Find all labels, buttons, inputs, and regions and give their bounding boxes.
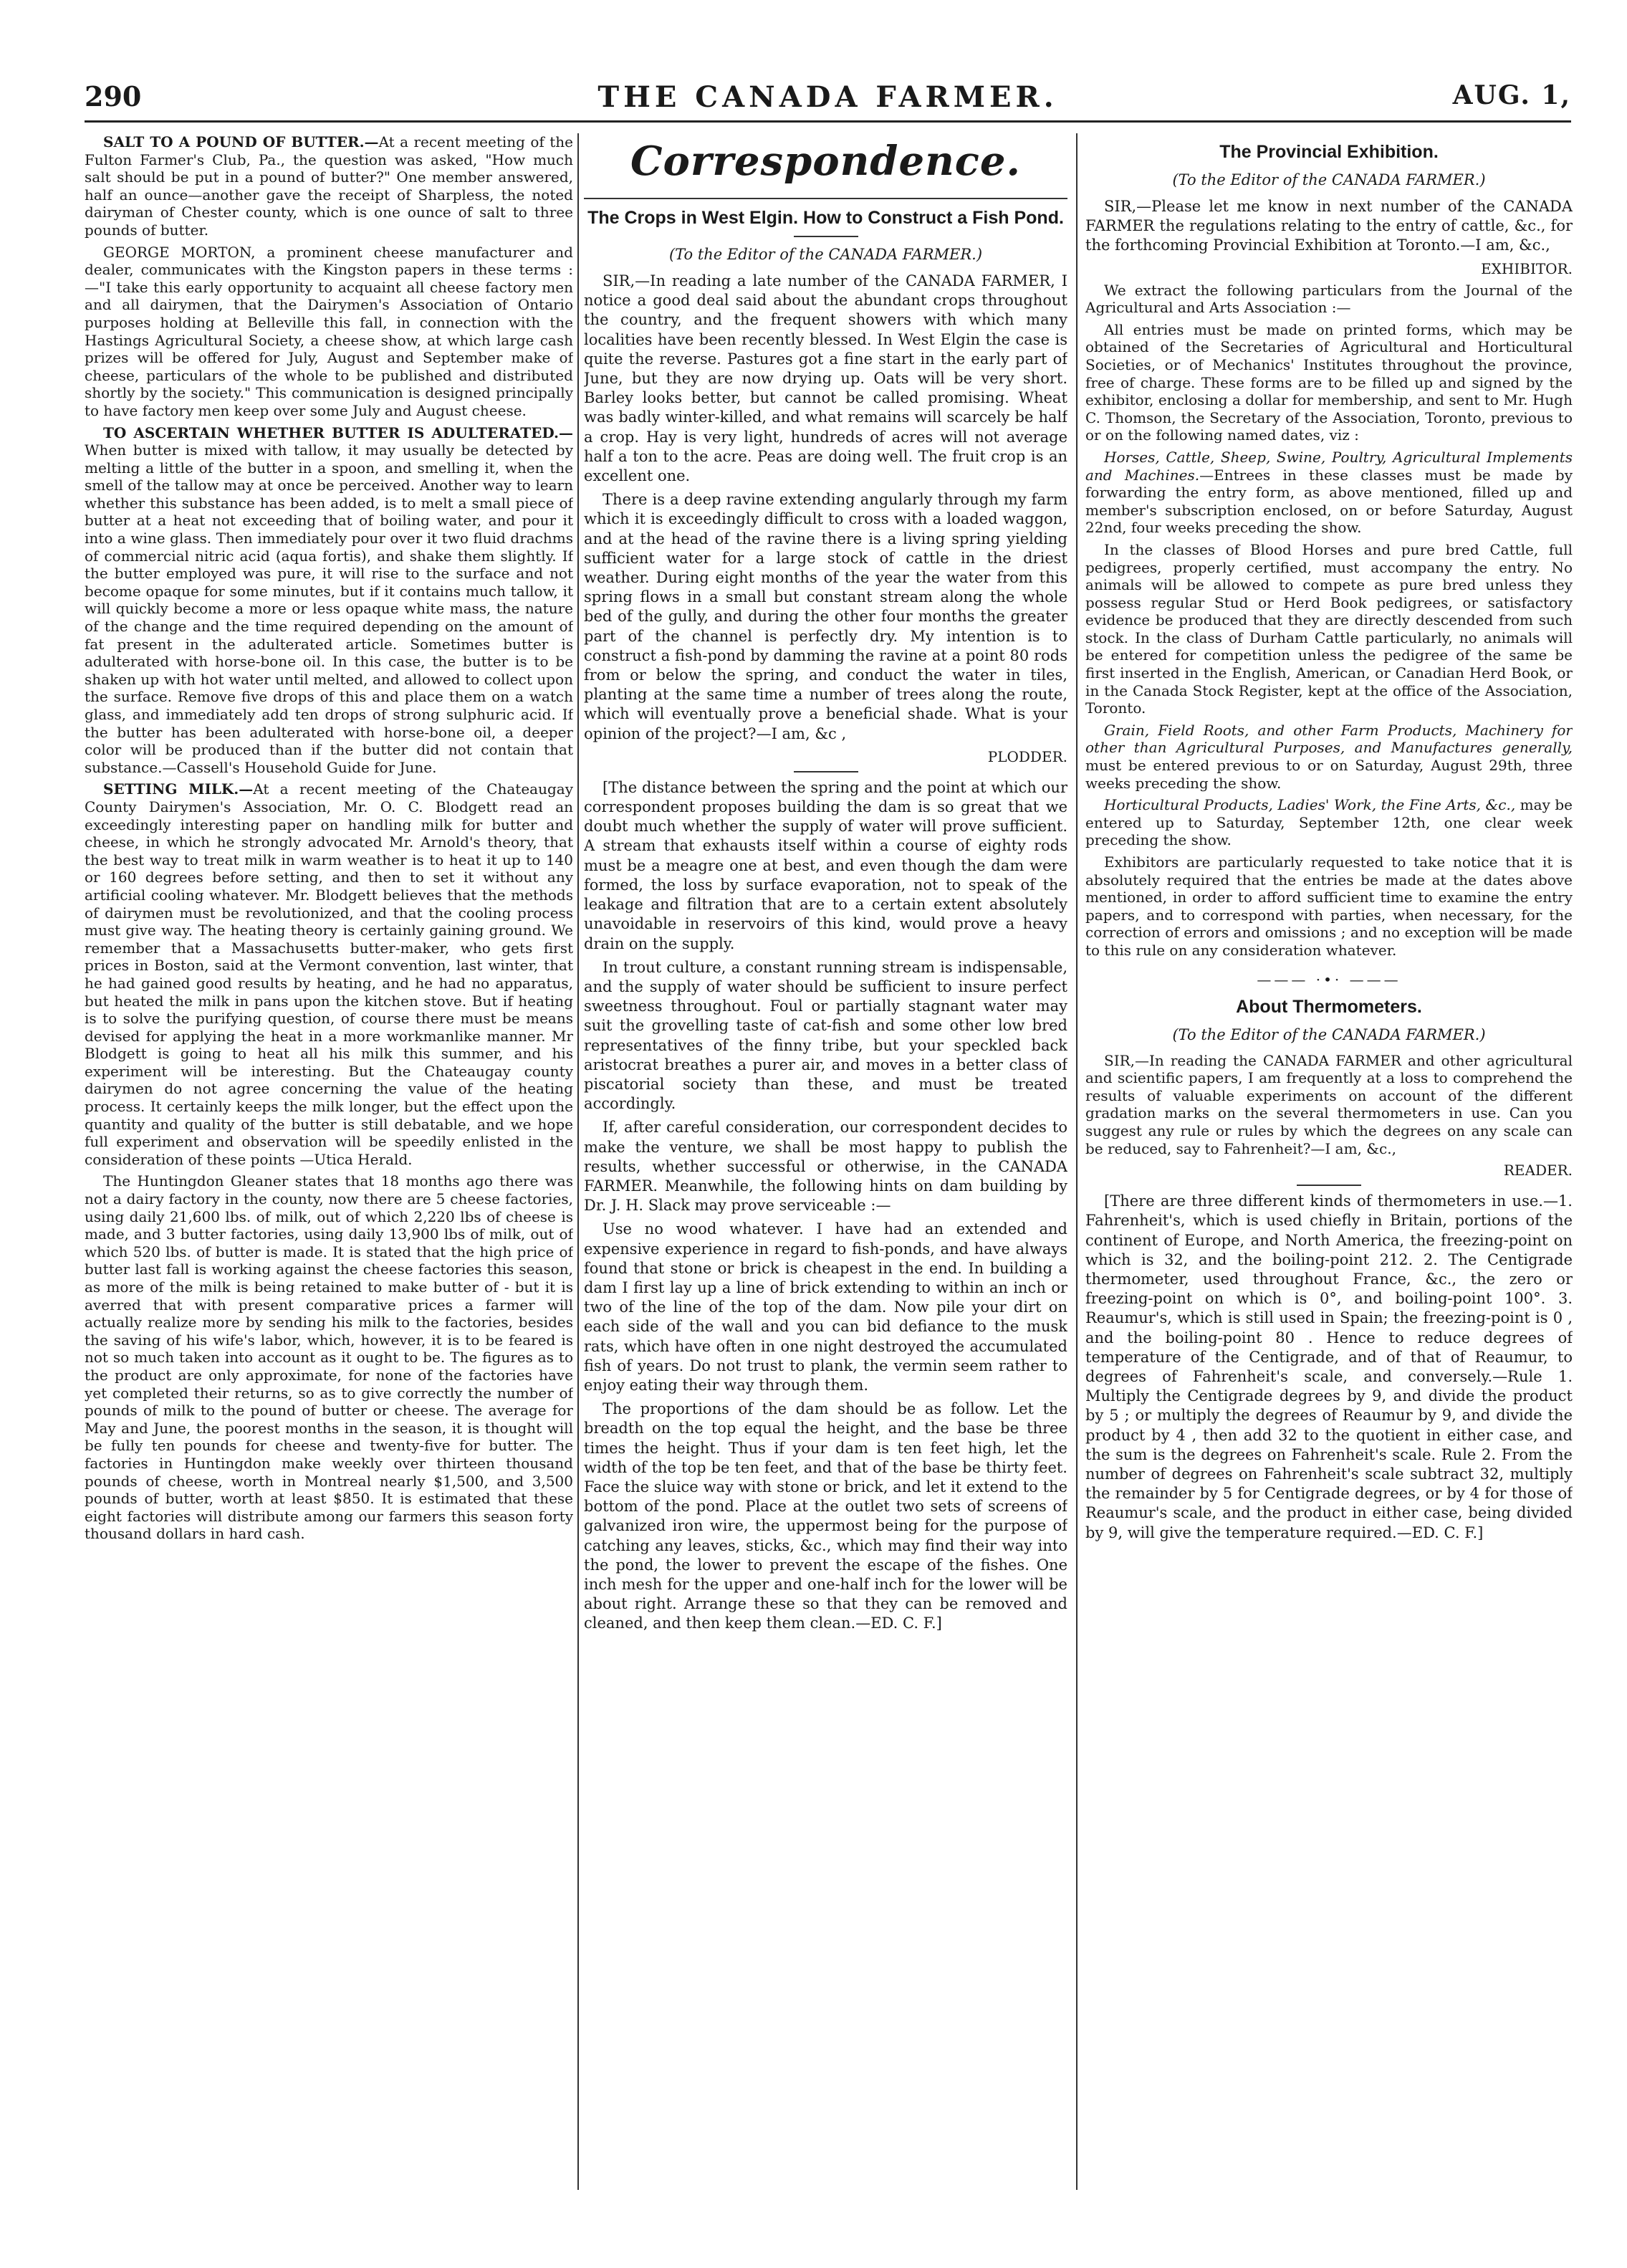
paragraph: The proportions of the dam should be as follow. Let the breadth on the top equal the height, and the base be three times the height. Thus if your dam is ten feet high, let the width of the top be ten feet, and that of the base be thirty feet. Face the sluice way with stone or brick, and let it extend to the bottom of the pond. Place at the outlet two sets of screens of galvanized iron wire, the uppermost being for the purpose of catching any leaves, sticks, &c., which may find their way into the pond, the lower to prevent the escape of the fishes. One inch mesh for the upper and one-half inch for the lower will be about right. Arrange these so that they can be removed and cleaned, and then keep them clean.—ED. C. F.] — [584, 1400, 1067, 1632]
article-title: About Thermometers. — [1236, 996, 1422, 1017]
ornament-divider: ——— ·•· ——— — [1257, 970, 1401, 988]
article-salt: SALT TO A POUND OF BUTTER.—At a recent meeting of the Fulton Farmer's Club, Pa., the question was asked, "How much salt should be put in a pound of butter?" One member answered, half an ounce—another gave the receipt of Sharpless, the noted dairyman of Chester county, which is one ounce of salt to three pounds of butter. — [85, 133, 573, 239]
section-title: Correspondence. — [630, 138, 1022, 185]
article-title: The Provincial Exhibition. — [1219, 142, 1439, 162]
paragraph: In trout culture, a constant running stream is indispensable, and the supply of water should be sufficient to insure perfect sweetness throughout. Foul or partially stagnant water may suit the grovelling taste of cat-fish and some other low bred representatives of the finny tribe, but your speckled back aristocrat breathes a purer air, and moves in a better class of piscatorial society than these, and must be treated accordingly. — [584, 958, 1067, 1113]
article-setting-milk: SETTING MILK.—At a recent meeting of the Chateaugay County Dairymen's Association, Mr. O. C. Blodgett read an exceedingly interesting paper on handling milk for butter and cheese, in which he strongly advocated Mr. Arnold's theory, that the best way to treat milk in warm weather is to heat it up to 140 or 160 degrees before setting, and then to set it without any artificial cooling whatever. Mr. Blodgett believes that the methods of dairymen must be revolutionized, and that the cooling process must give way. The heating theory is certainly gaining ground. We remember that a Massachusetts butter-maker, who gets first prices in Boston, said at the Vermont convention, last winter, that he had gained good results by heating, and he had no apparatus, but heated the milk in pans upon the kitchen stove. But if heating is to solve the purifying question, of course there must be means devised for applying the heat in a more workmanlike manner. Mr Blodgett is going to heat all his milk this summer, and his experiment will be interesting. But the Chateaugay county dairymen do not agree concerning the value of the heating process. It certainly keeps the milk longer, but the effect upon the quantity and quality of the butter is still debatable, and we hope full experiment and observation will be speedily enlisted in the consideration of these points —Utica Herald. — [85, 780, 573, 1168]
paragraph: [The distance between the spring and the point at which our correspondent proposes building the dam is so great that we doubt much whether the supply of water will prove sufficient. A stream that exhausts itself within a course of eighty rods must be a meagre one at best, and even though the dam were formed, the loss by surface evaporation, not to speak of the leakage and filtration that are to a certain extent absolutely unavoidable in reservoirs of this kind, would prove a heavy drain on the supply. — [584, 778, 1067, 952]
page-header — [85, 80, 1571, 118]
signature: EXHIBITOR. — [1481, 259, 1573, 277]
paragraph: SIR,—Please let me know in next number of the CANADA FARMER the regulations relating to the entry of cattle, &c., for the forthcoming Provincial Exhibition at Toronto.—I am, &c., — [1085, 198, 1573, 254]
editor-line: (To the Editor of the CANADA FARMER.) — [1172, 171, 1486, 188]
signature: READER. — [1503, 1162, 1573, 1180]
article-morton: GEORGE MORTON, a prominent cheese manufacturer and dealer, communicates with the Kingston papers in these terms :—"I take this early opportunity to acquaint all cheese factory men and all dairymen, that the Dairymen's Association of Ontario purposes holding at Belleville this fall, in connection with the Hastings Agricultural Society, a cheese show, at which large cash prizes will be offered for July, August and September make of cheese, particulars of the whole to be published and distributed shortly by the society." This communication is designed principally to have factory men keep over some July and August cheese. — [85, 243, 573, 419]
rule — [794, 771, 858, 772]
paragraph: There is a deep ravine extending angularly through my farm which it is exceedingly difficult to cross with a loaded waggon, and at the head of the ravine there is a living spring yielding sufficient water for a large stock of cattle in the driest weather. During eight months of the year the water from this spring flows in a small but constant stream along the whole bed of the gully, and during the other four months the greater part of the channel is perfectly dry. My intention is to construct a fish-pond by damming the ravine at a point 80 rods from or below the spring, and conduct the water in tiles, planting at the same time a number of trees along the route, which will eventually prove a beneficial shade. What is your opinion of the project?—I am, &c , — [584, 491, 1067, 742]
paragraph: Exhibitors are particularly requested to take notice that it is absolutely required that the entries be made at the dates above mentioned, in order to afford sufficient time to examine the entry papers, and to correspond with parties, when necessary, for the correction of errors and omissions ; and no exception will be made to this rule on any consideration whatever. — [1085, 853, 1573, 959]
paragraph: All entries must be made on printed forms, which may be obtained of the Secretaries of Agricultural and Horticultural Societies, or of Mechanics' Institutes throughout the province, free of charge. These forms are to be filled up and signed by the exhibitor, enclosing a dollar for membership, and sent to Mr. Hugh C. Thomson, the Secretary of the Association, Toronto, previous to or on the following named dates, viz : — [1085, 320, 1573, 444]
column-2 — [584, 133, 1067, 2190]
header-rule — [85, 120, 1571, 123]
rule — [584, 198, 1067, 199]
issue-date: AUG. 1, — [1452, 80, 1571, 110]
editor-line: (To the Editor of the CANADA FARMER.) — [668, 246, 983, 263]
paragraph: [There are three different kinds of thermometers in use.—1. Fahrenheit's, which is used chiefly in Britain, portions of the continent of Europe, and North America, the freezing-point on which is 32, and the boiling-point 212. 2. The Centigrade thermometer, used throughout France, &c., the zero or freezing-point on which is 0°, and boiling-point 100°. 3. Reaumur's, which is still used in Spain; the freezing-point is 0 , and the boiling-point 80 . Hence to reduce degrees of temperature of the Centigrade, and of that of Reaumur, to degrees of Fahrenheit's scale, and conversely.—Rule 1. Multiply the Centigrade degrees by 9, and divide the product by 5 ; or multiply the degrees of Reaumur by 9, and divide the product by 4 , then add 32 to the quotient in either case, and the sum is the degrees on Fahrenheit's scale. Rule 2. From the number of degrees on Fahrenheit's scale subtract 32, multiply the remainder by 5 for Centigrade degrees, or by 4 for those of Reaumur's scale, and the product in either case, being divided by 9, will give the temperature required.—ED. C. F.] — [1085, 1192, 1573, 1541]
rule — [1297, 1185, 1361, 1186]
signature: PLODDER. — [987, 747, 1067, 765]
paragraph: Use no wood whatever. I have had an extended and expensive experience in regard to fish-ponds, and have always found that stone or brick is cheapest in the end. In building a dam I first lay up a line of brick extending to within an inch or two of the line of the top of the dam. Now pile your dirt on each side of the wall and you can bid defiance to the musk rats, which have often in one night destroyed the accumulated fish of years. Do not trust to plank, the vermin seem rather to enjoy eating their way through them. — [584, 1220, 1067, 1394]
editor-line: (To the Editor of the CANADA FARMER.) — [1172, 1025, 1486, 1043]
paragraph: Grain, Field Roots, and other Farm Products, Machinery for other than Agricultural Purposes, and Manufactures generally, must be entered previous to or on Saturday, August 29th, three weeks preceding the show. — [1085, 721, 1573, 792]
paragraph: If, after careful consideration, our correspondent decides to make the venture, we shall be most happy to publish the results, whether successful or otherwise, in the CANADA FARMER. Meanwhile, the following hints on dam building by Dr. J. H. Slack may prove serviceable :— — [584, 1119, 1067, 1215]
column-divider — [577, 133, 579, 2190]
column-divider — [1076, 133, 1078, 2190]
article-adulterated: TO ASCERTAIN WHETHER BUTTER IS ADULTERATED.—When butter is mixed with tallow, it may usually be detected by melting a little of the butter in a spoon, and smelling it, when the smell of the tallow may at once be perceived. Another way to learn whether this substance has been added, is to melt a small piece of butter at a heat not exceeding that of boiling water, and pour it into a wine glass. Then immediately pour over it two fluid drachms of commercial nitric acid (aqua fortis), and shake them slightly. If the butter employed was pure, it will rise to the surface and not become opaque for some minutes, but if it contains much tallow, it will quickly become a more or less opaque white mass, the nature of the change and the time required depending on the amount of fat present in the adulterated article. Sometimes butter is adulterated with horse-bone oil. In this case, the butter is to be shaken up with hot water until melted, and allowed to collect upon the surface. Remove five drops of this and place them on a watch glass, and immediately add ten drops of strong sulphuric acid. If the butter has been adulterated with horse-bone oil, a deeper color will be produced than if the butter did not contain that substance.—Cassell's Household Guide for June. — [85, 424, 573, 776]
column-1 — [85, 133, 573, 2190]
column-3 — [1085, 133, 1573, 2190]
paragraph: In the classes of Blood Horses and pure bred Cattle, full pedigrees, properly certified, must accompany the entry. No animals will be allowed to compete as pure bred unless they possess regular Stud or Herd Book pedigrees, or satisfactory evidence be produced that they are directly descended from such stock. In the class of Durham Cattle particularly, no animals will be entered for competition unless the pedigree of the same be first inserted in the English, American, or Canadian Herd Book, or in the Canada Stock Register, kept at the office of the Association, Toronto. — [1085, 540, 1573, 717]
paragraph: SIR,—In reading a late number of the CANADA FARMER, I notice a good deal said about the abundant crops throughout the country, and the frequent showers with which many localities have been recently blessed. In West Elgin the case is quite the reverse. Pastures got a fine start in the early part of June, but they are now drying up. Oats will be very short. Barley looks better, but cannot be called promising. Wheat was badly winter-killed, and what remains will scarcely be half a crop. Hay is very light, hundreds of acres will not average half a ton to the acre. Peas are doing well. The fruit crop is an excellent one. — [584, 272, 1067, 485]
paragraph: Horticultural Products, Ladies' Work, the Fine Arts, &c., may be entered up to Saturday, September 12th, one clear week preceding the show. — [1085, 796, 1573, 849]
paragraph: We extract the following particulars from the Journal of the Agricultural and Arts Association :— — [1085, 281, 1573, 317]
article-title: The Crops in West Elgin. How to Construct a Fish Pond. — [587, 208, 1064, 228]
paragraph: Horses, Cattle, Sheep, Swine, Poultry, Agricultural Implements and Machines.—Entrees in these classes must be made by forwarding the entry form, as above mentioned, filled up and member's subscription enclosed, on or before Saturday, August 22nd, four weeks preceding the show. — [1085, 448, 1573, 537]
paragraph: SIR,—In reading the CANADA FARMER and other agricultural and scientific papers, I am frequently at a loss to comprehend the results of valuable experiments on account of the different gradation marks on the several thermometers in use. Can you suggest any rule or rules by which the degrees on any scale can be reduced, say to Fahrenheit?—I am, &c., — [1085, 1051, 1573, 1157]
newspaper-title: THE CANADA FARMER. — [597, 80, 1058, 114]
page-number: 290 — [85, 80, 142, 113]
rule — [794, 236, 858, 237]
article-huntingdon: The Huntingdon Gleaner states that 18 months ago there was not a dairy factory in the county, now there are 5 cheese factories, using daily 21,600 lbs. of milk, out of which 2,220 lbs of cheese is made, and 3 butter factories, using daily 13,900 lbs of milk, out of which 520 lbs. of butter is made. It is stated that the high price of butter last fall is working against the cheese factories this season, as more of the milk is being retained to make butter of - but it is averred that with present comparative prices a farmer will actually realize more by sending his milk to the factories, besides the saving of his wife's labor, which, however, it is to be feared is not so much taken into account as it ought to be. The figures as to the product are only approximate, for none of the factories have yet completed their returns, so as to give correctly the number of pounds of milk to the pound of butter or cheese. The average for May and June, the poorest months in the season, it is thought will be fully ten pounds for cheese and twenty-five for butter. The factories in Huntingdon make weekly over thirteen thousand pounds of cheese, worth in Montreal nearly $1,500, and 3,500 pounds of butter, worth at least $850. It is estimated that these eight factories will distribute among our farmers this season forty thousand dollars in hard cash. — [85, 1172, 573, 1543]
